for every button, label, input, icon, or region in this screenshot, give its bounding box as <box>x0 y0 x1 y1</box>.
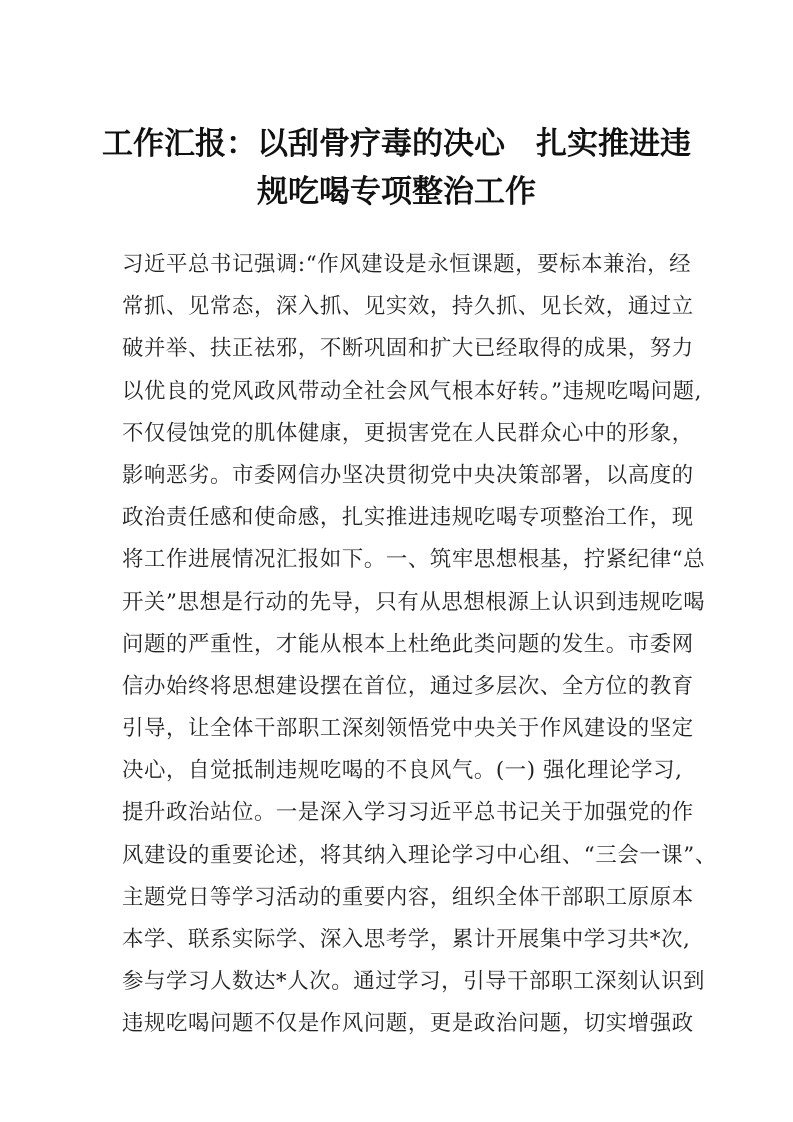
body-line: 开关”思想是行动的先导，只有从思想根源上认识到违规吃喝 <box>122 589 706 615</box>
body-line: 政治责任感和使命感，扎实推进违规吃喝专项整治工作，现 <box>122 505 694 531</box>
document-title-line-2: 规吃喝专项整治工作 <box>257 174 536 210</box>
body-line: 参与学习人数达*人次。通过学习，引导干部职工深刻认识到 <box>122 969 706 995</box>
body-line: 本学、联系实际学、深入思考学，累计开展集中学习共*次, <box>122 927 691 952</box>
body-line: 以优良的党风政风带动全社会风气根本好转。”违规吃喝问题, <box>122 378 702 404</box>
body-line: 风建设的重要论述，将其纳入理论学习中心组、“三会一课”、 <box>122 842 717 868</box>
body-line: 信办始终将思想建设摆在首位，通过多层次、全方位的教育 <box>122 673 694 699</box>
body-line: 影响恶劣。市委网信办坚决贯彻党中央决策部署，以高度的 <box>122 462 694 488</box>
body-line: 问题的严重性，才能从根本上杜绝此类问题的发生。市委网 <box>122 631 694 657</box>
body-line: 主题党日等学习活动的重要内容，组织全体干部职工原原本 <box>122 884 694 910</box>
body-line: 习近平总书记强调:“作风建设是永恒课题，要标本兼治，经 <box>122 252 692 277</box>
body-line: 决心，自觉抵制违规吃喝的不良风气。(一) 强化理论学习, <box>122 758 683 784</box>
body-line: 引导，让全体干部职工深刻领悟党中央关于作风建设的坚定 <box>122 716 694 742</box>
body-line: 破并举、扶正祛邪，不断巩固和扩大已经取得的成果，努力 <box>122 336 694 362</box>
body-line: 常抓、见常态，深入抓、见实效，持久抓、见长效，通过立 <box>122 294 694 320</box>
body-line: 将工作进展情况汇报如下。一、筑牢思想根基，拧紧纪律“总 <box>122 547 706 573</box>
document-title-line-1: 工作汇报：以刮骨疗毒的决心 扎实推进违 <box>102 126 691 162</box>
document-body <box>122 244 717 1046</box>
body-line: 违规吃喝问题不仅是作风问题，更是政治问题，切实增强政 <box>122 1011 694 1037</box>
body-line: 提升政治站位。一是深入学习习近平总书记关于加强党的作 <box>122 800 694 826</box>
body-line: 不仅侵蚀党的肌体健康，更损害党在人民群众心中的形象， <box>122 420 694 446</box>
